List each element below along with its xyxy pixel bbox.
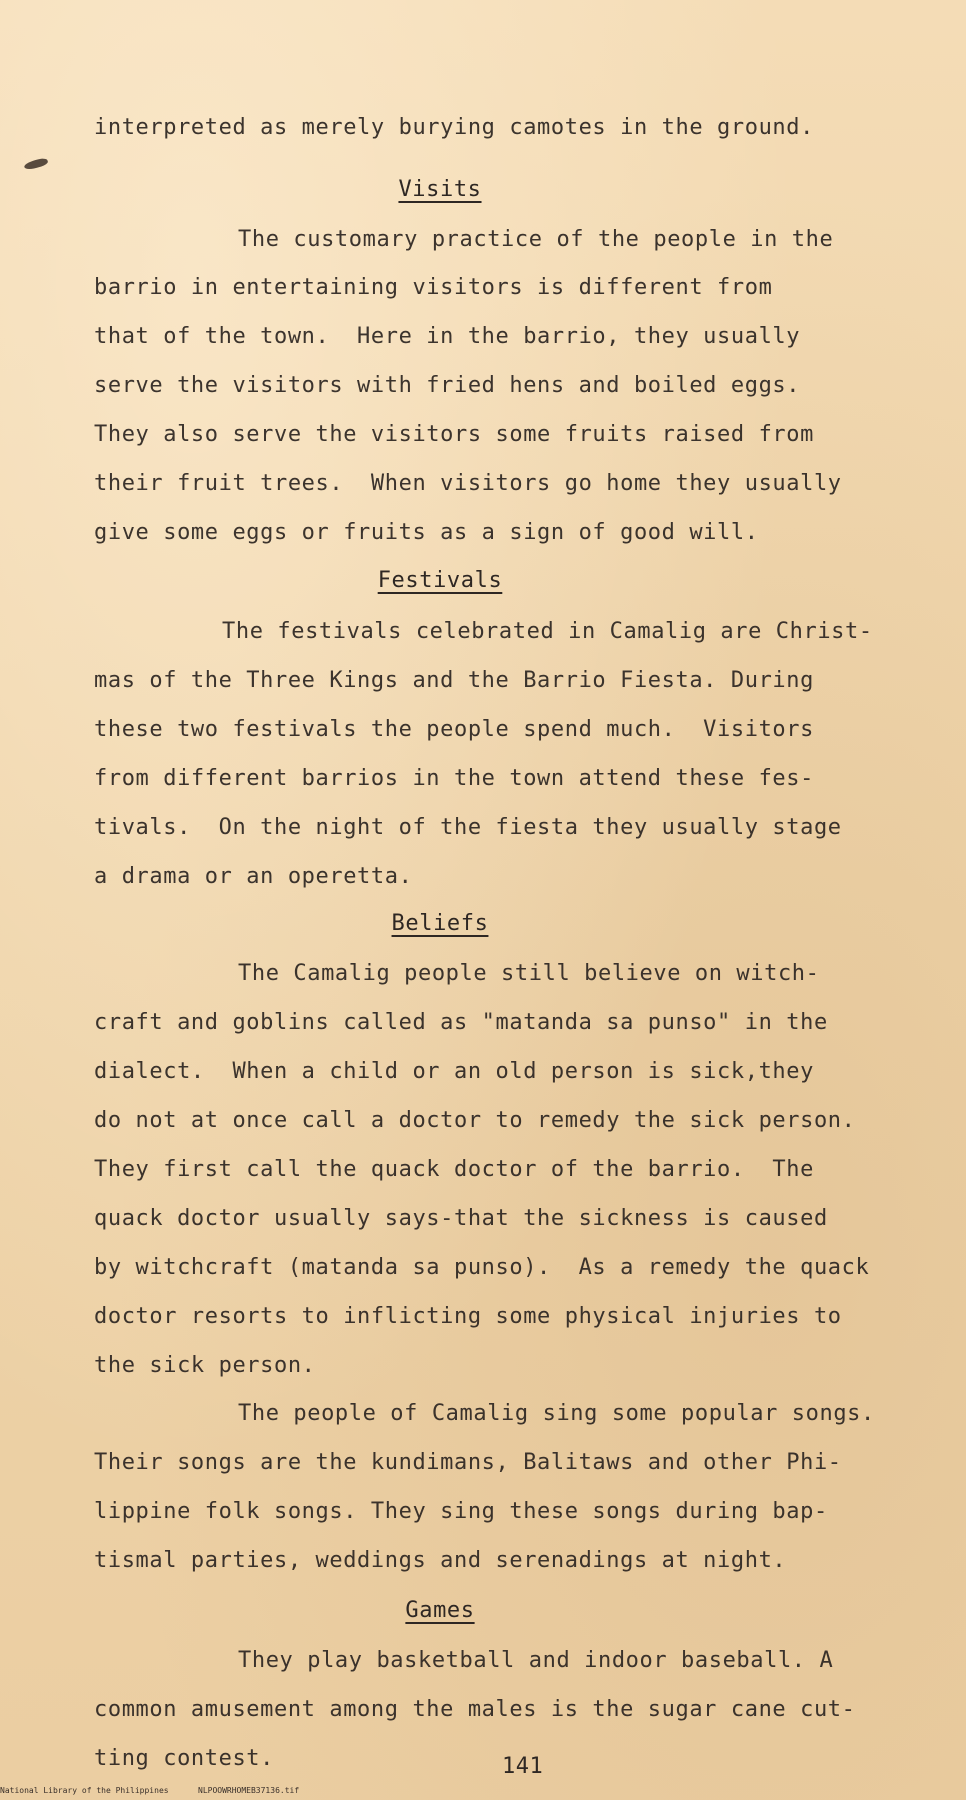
text-line: Their songs are the kundimans, Balitaws and other Phi- <box>94 1450 842 1475</box>
text-line: The festivals celebrated in Camalig are Christ- <box>222 619 873 644</box>
text-line: mas of the Three Kings and the Barrio Fiesta. During <box>94 668 814 693</box>
text-line: craft and goblins called as "matanda sa punso" in the <box>94 1010 828 1035</box>
text-line: do not at once call a doctor to remedy the sick person. <box>94 1108 856 1133</box>
heading-games: Games <box>405 1598 475 1623</box>
heading-visits: Visits <box>398 177 482 202</box>
text-line: barrio in entertaining visitors is different from <box>94 275 773 300</box>
text-line: The people of Camalig sing some popular songs. <box>238 1401 875 1426</box>
text-line: lippine folk songs. They sing these songs during bap- <box>94 1499 828 1524</box>
text-line: quack doctor usually says-that the sickness is caused <box>94 1206 828 1231</box>
text-line: serve the visitors with fried hens and boiled eggs. <box>94 373 801 398</box>
text-line: a drama or an operetta. <box>94 864 413 889</box>
text-line: They also serve the visitors some fruits raised from <box>94 422 814 447</box>
footer-institution: National Library of the Philippines <box>0 1786 169 1795</box>
text-line: their fruit trees. When visitors go home they usually <box>94 471 842 496</box>
text-line: from different barrios in the town attend these fes- <box>94 766 814 791</box>
footer-filename: NLPOOWRHOMEB37136.tif <box>198 1786 300 1795</box>
text-line: tivals. On the night of the fiesta they usually stage <box>94 815 842 840</box>
text-line: these two festivals the people spend much. Visitors <box>94 717 814 742</box>
text-line: The customary practice of the people in the <box>238 227 834 252</box>
text-line: ting contest. <box>94 1746 274 1771</box>
text-line: that of the town. Here in the barrio, they usually <box>94 324 801 349</box>
text-line: doctor resorts to inflicting some physical injuries to <box>94 1304 842 1329</box>
text-line: the sick person. <box>94 1353 316 1378</box>
page-number: 141 <box>502 1754 544 1779</box>
ink-blot <box>23 156 48 171</box>
text-line: common amusement among the males is the sugar cane cut- <box>94 1697 856 1722</box>
text-line: tismal parties, weddings and serenadings at night. <box>94 1548 787 1573</box>
heading-festivals: Festivals <box>377 568 503 593</box>
text-line: give some eggs or fruits as a sign of good will. <box>94 520 759 545</box>
heading-beliefs: Beliefs <box>391 911 489 936</box>
text-line: by witchcraft (matanda sa punso). As a remedy the quack <box>94 1255 870 1280</box>
text-line: interpreted as merely burying camotes in the ground. <box>94 115 814 140</box>
text-line: They play basketball and indoor baseball. A <box>238 1648 834 1673</box>
text-line: The Camalig people still believe on witch- <box>238 961 820 986</box>
text-line: They first call the quack doctor of the barrio. The <box>94 1157 814 1182</box>
text-line: dialect. When a child or an old person is sick,they <box>94 1059 814 1084</box>
